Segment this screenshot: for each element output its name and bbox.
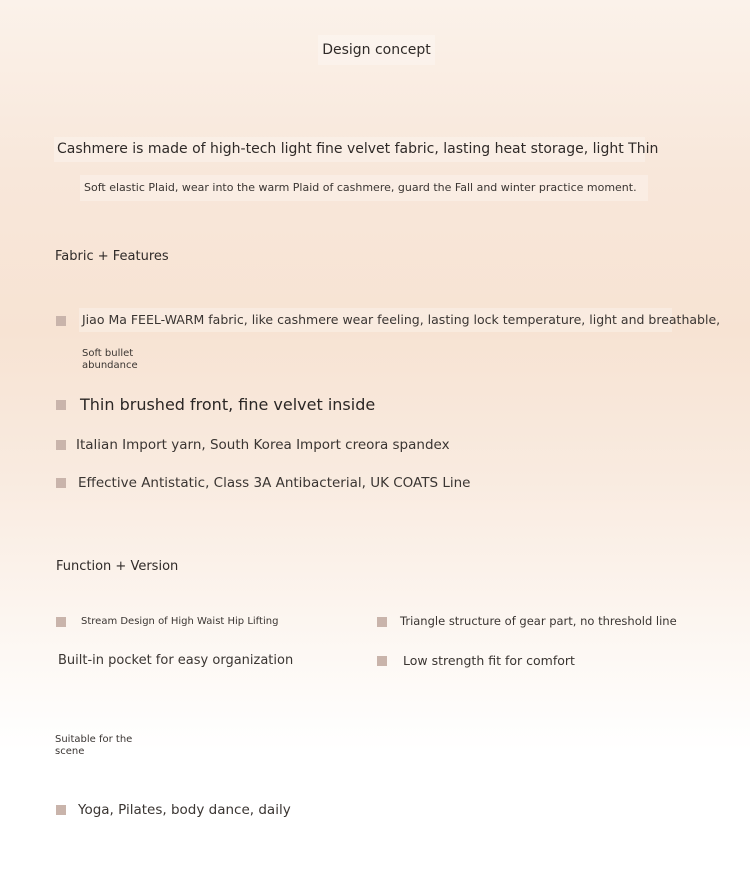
scene-item-1: Yoga, Pilates, body dance, daily: [78, 802, 291, 818]
function-item-2: Triangle structure of gear part, no threshold line: [400, 614, 677, 628]
function-item-1: Stream Design of High Waist Hip Lifting: [81, 616, 279, 627]
fabric-note-line-2: abundance: [82, 360, 138, 371]
function-item-4: Low strength fit for comfort: [403, 653, 575, 668]
intro-line-2: Soft elastic Plaid, wear into the warm Plaid of cashmere, guard the Fall and winter practice moment.: [80, 175, 648, 201]
bullet-icon: [56, 440, 66, 450]
bullet-icon: [56, 805, 66, 815]
fabric-heading: Fabric + Features: [55, 249, 169, 264]
bullet-icon: [56, 478, 66, 488]
fabric-item-4: Effective Antistatic, Class 3A Antibacterial, UK COATS Line: [78, 475, 471, 491]
scene-label-line-1: Suitable for the: [55, 734, 133, 745]
function-heading: Function + Version: [56, 559, 179, 574]
fabric-item-3: Italian Import yarn, South Korea Import creora spandex: [76, 437, 450, 453]
function-item-3: Built-in pocket for easy organization: [58, 653, 294, 668]
bullet-icon: [377, 617, 387, 627]
bullet-icon: [56, 617, 66, 627]
fabric-note-line-1: Soft bullet: [82, 348, 134, 359]
fabric-note: [82, 348, 172, 372]
bullet-icon: [56, 316, 66, 326]
fabric-item-2: Thin brushed front, fine velvet inside: [80, 395, 376, 414]
fabric-item-1: Jiao Ma FEEL-WARM fabric, like cashmere wear feeling, lasting lock temperature, light and breathable,: [79, 308, 672, 332]
intro-line-1: Cashmere is made of high-tech light fine velvet fabric, lasting heat storage, light Thin: [54, 137, 645, 162]
scene-label-line-2: scene: [55, 746, 85, 757]
scene-label: [55, 734, 155, 758]
page-title: Design concept: [318, 35, 435, 65]
bullet-icon: [377, 656, 387, 666]
bullet-icon: [56, 400, 66, 410]
